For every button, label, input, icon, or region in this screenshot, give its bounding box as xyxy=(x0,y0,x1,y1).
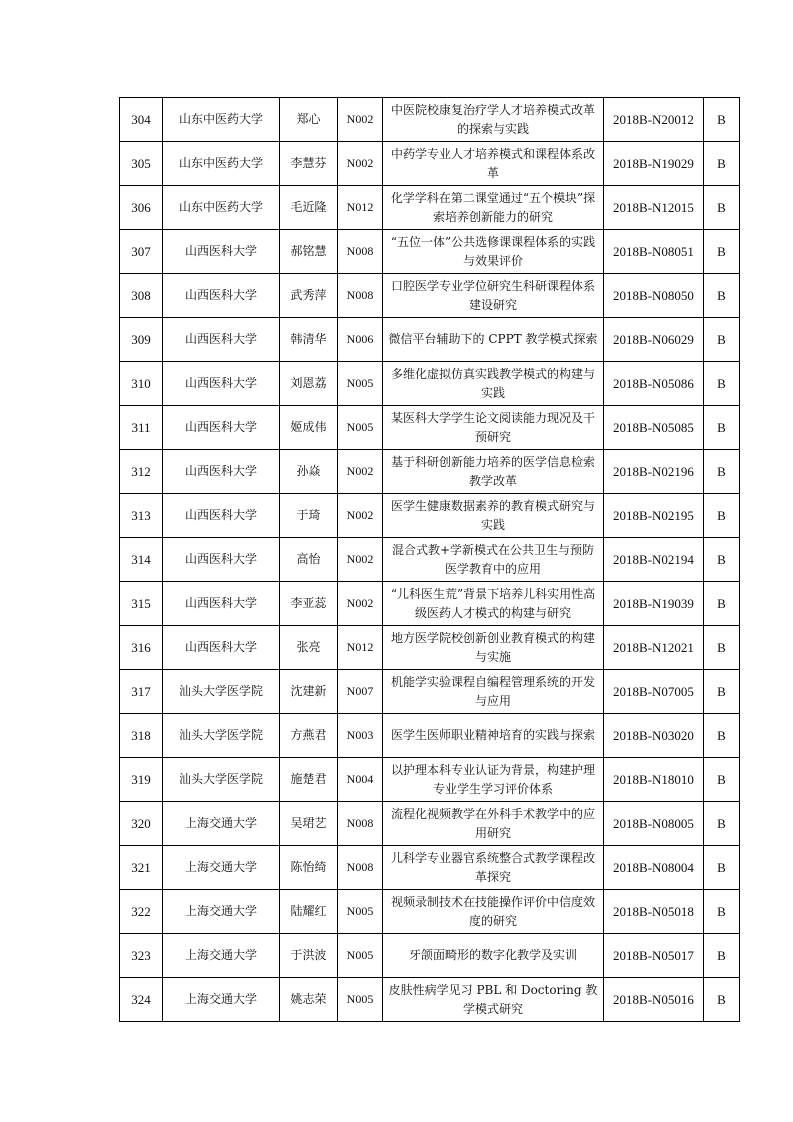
person-cell: 姚志荣 xyxy=(280,978,338,1022)
person-cell: 施楚君 xyxy=(280,758,338,802)
school-cell: 山西医科大学 xyxy=(163,318,280,362)
school-cell: 上海交通大学 xyxy=(163,802,280,846)
project-title-cell: 视频录制技术在技能操作评价中信度效度的研究 xyxy=(383,890,604,934)
school-cell: 汕头大学医学院 xyxy=(163,670,280,714)
grade-cell: B xyxy=(704,802,740,846)
person-cell: 陈怡绮 xyxy=(280,846,338,890)
project-table xyxy=(119,97,740,1022)
row-number-cell: 308 xyxy=(120,274,163,318)
project-id-cell: 2018B-N18010 xyxy=(604,758,704,802)
project-title-cell: 混合式教+学新模式在公共卫生与预防医学教育中的应用 xyxy=(383,538,604,582)
school-cell: 山西医科大学 xyxy=(163,450,280,494)
table-row xyxy=(120,802,740,846)
row-number-cell: 324 xyxy=(120,978,163,1022)
project-id-cell: 2018B-N19039 xyxy=(604,582,704,626)
grade-cell: B xyxy=(704,362,740,406)
row-number-cell: 309 xyxy=(120,318,163,362)
row-number-cell: 314 xyxy=(120,538,163,582)
grade-cell: B xyxy=(704,582,740,626)
table-row xyxy=(120,494,740,538)
project-title-cell: 以护理本科专业认证为背景，构建护理专业学生学习评价体系 xyxy=(383,758,604,802)
table-row xyxy=(120,934,740,978)
school-cell: 山西医科大学 xyxy=(163,362,280,406)
grade-cell: B xyxy=(704,758,740,802)
person-cell: 于琦 xyxy=(280,494,338,538)
school-cell: 上海交通大学 xyxy=(163,846,280,890)
project-id-cell: 2018B-N02196 xyxy=(604,450,704,494)
table-row xyxy=(120,758,740,802)
table-row xyxy=(120,582,740,626)
person-cell: 郑心 xyxy=(280,98,338,142)
school-cell: 山西医科大学 xyxy=(163,230,280,274)
project-id-cell: 2018B-N05085 xyxy=(604,406,704,450)
grade-cell: B xyxy=(704,978,740,1022)
project-id-cell: 2018B-N02194 xyxy=(604,538,704,582)
table-row xyxy=(120,274,740,318)
category-code-cell: N005 xyxy=(338,890,383,934)
category-code-cell: N005 xyxy=(338,406,383,450)
grade-cell: B xyxy=(704,450,740,494)
person-cell: 沈建新 xyxy=(280,670,338,714)
project-title-cell: 地方医学院校创新创业教育模式的构建与实施 xyxy=(383,626,604,670)
row-number-cell: 319 xyxy=(120,758,163,802)
category-code-cell: N008 xyxy=(338,846,383,890)
project-title-cell: 中药学专业人才培养模式和课程体系改革 xyxy=(383,142,604,186)
project-id-cell: 2018B-N05086 xyxy=(604,362,704,406)
table-row xyxy=(120,362,740,406)
project-title-cell: 口腔医学专业学位研究生科研课程体系建设研究 xyxy=(383,274,604,318)
category-code-cell: N002 xyxy=(338,582,383,626)
table-row xyxy=(120,670,740,714)
row-number-cell: 318 xyxy=(120,714,163,758)
project-id-cell: 2018B-N03020 xyxy=(604,714,704,758)
school-cell: 山东中医药大学 xyxy=(163,98,280,142)
row-number-cell: 321 xyxy=(120,846,163,890)
person-cell: 于洪波 xyxy=(280,934,338,978)
category-code-cell: N005 xyxy=(338,978,383,1022)
project-title-cell: “儿科医生荒”背景下培养儿科实用性高级医药人才模式的构建与研究 xyxy=(383,582,604,626)
row-number-cell: 322 xyxy=(120,890,163,934)
person-cell: 孙焱 xyxy=(280,450,338,494)
table-row xyxy=(120,406,740,450)
grade-cell: B xyxy=(704,934,740,978)
person-cell: 李慧芬 xyxy=(280,142,338,186)
grade-cell: B xyxy=(704,98,740,142)
project-id-cell: 2018B-N05017 xyxy=(604,934,704,978)
grade-cell: B xyxy=(704,670,740,714)
category-code-cell: N012 xyxy=(338,186,383,230)
category-code-cell: N008 xyxy=(338,230,383,274)
project-title-cell: 多维化虚拟仿真实践教学模式的构建与实践 xyxy=(383,362,604,406)
row-number-cell: 307 xyxy=(120,230,163,274)
grade-cell: B xyxy=(704,186,740,230)
project-id-cell: 2018B-N07005 xyxy=(604,670,704,714)
project-title-cell: 中医院校康复治疗学人才培养模式改革的探索与实践 xyxy=(383,98,604,142)
category-code-cell: N002 xyxy=(338,538,383,582)
school-cell: 山西医科大学 xyxy=(163,494,280,538)
table-row xyxy=(120,846,740,890)
table-row xyxy=(120,142,740,186)
person-cell: 高怡 xyxy=(280,538,338,582)
grade-cell: B xyxy=(704,142,740,186)
grade-cell: B xyxy=(704,714,740,758)
school-cell: 上海交通大学 xyxy=(163,890,280,934)
project-title-cell: 基于科研创新能力培养的医学信息检索教学改革 xyxy=(383,450,604,494)
table-row xyxy=(120,186,740,230)
project-id-cell: 2018B-N05018 xyxy=(604,890,704,934)
table-row xyxy=(120,318,740,362)
project-title-cell: 微信平台辅助下的 CPPT 教学模式探索 xyxy=(383,318,604,362)
row-number-cell: 306 xyxy=(120,186,163,230)
project-id-cell: 2018B-N02195 xyxy=(604,494,704,538)
person-cell: 李亚蕊 xyxy=(280,582,338,626)
project-title-cell: 皮肤性病学见习 PBL 和 Doctoring 教学模式研究 xyxy=(383,978,604,1022)
row-number-cell: 305 xyxy=(120,142,163,186)
row-number-cell: 320 xyxy=(120,802,163,846)
project-id-cell: 2018B-N12021 xyxy=(604,626,704,670)
person-cell: 姬成伟 xyxy=(280,406,338,450)
school-cell: 汕头大学医学院 xyxy=(163,714,280,758)
row-number-cell: 323 xyxy=(120,934,163,978)
table-row xyxy=(120,98,740,142)
category-code-cell: N002 xyxy=(338,450,383,494)
category-code-cell: N002 xyxy=(338,98,383,142)
category-code-cell: N008 xyxy=(338,802,383,846)
school-cell: 汕头大学医学院 xyxy=(163,758,280,802)
grade-cell: B xyxy=(704,406,740,450)
person-cell: 刘恩荔 xyxy=(280,362,338,406)
project-id-cell: 2018B-N12015 xyxy=(604,186,704,230)
project-id-cell: 2018B-N08005 xyxy=(604,802,704,846)
table-row xyxy=(120,230,740,274)
category-code-cell: N002 xyxy=(338,142,383,186)
project-title-cell: 医学生健康数据素养的教育模式研究与实践 xyxy=(383,494,604,538)
category-code-cell: N005 xyxy=(338,362,383,406)
category-code-cell: N006 xyxy=(338,318,383,362)
person-cell: 方燕君 xyxy=(280,714,338,758)
project-id-cell: 2018B-N06029 xyxy=(604,318,704,362)
project-table-body xyxy=(120,98,740,1022)
row-number-cell: 317 xyxy=(120,670,163,714)
project-title-cell: “五位一体”公共选修课课程体系的实践与效果评价 xyxy=(383,230,604,274)
project-title-cell: 机能学实验课程自编程管理系统的开发与应用 xyxy=(383,670,604,714)
person-cell: 陆耀红 xyxy=(280,890,338,934)
grade-cell: B xyxy=(704,494,740,538)
school-cell: 山西医科大学 xyxy=(163,626,280,670)
school-cell: 山西医科大学 xyxy=(163,538,280,582)
person-cell: 吴珺艺 xyxy=(280,802,338,846)
category-code-cell: N012 xyxy=(338,626,383,670)
grade-cell: B xyxy=(704,318,740,362)
row-number-cell: 304 xyxy=(120,98,163,142)
category-code-cell: N003 xyxy=(338,714,383,758)
row-number-cell: 311 xyxy=(120,406,163,450)
grade-cell: B xyxy=(704,626,740,670)
category-code-cell: N004 xyxy=(338,758,383,802)
project-title-cell: 牙颌面畸形的数字化教学及实训 xyxy=(383,934,604,978)
row-number-cell: 312 xyxy=(120,450,163,494)
school-cell: 山西医科大学 xyxy=(163,582,280,626)
project-id-cell: 2018B-N08051 xyxy=(604,230,704,274)
school-cell: 山西医科大学 xyxy=(163,274,280,318)
person-cell: 武秀萍 xyxy=(280,274,338,318)
category-code-cell: N007 xyxy=(338,670,383,714)
row-number-cell: 313 xyxy=(120,494,163,538)
project-id-cell: 2018B-N20012 xyxy=(604,98,704,142)
school-cell: 上海交通大学 xyxy=(163,934,280,978)
person-cell: 毛近隆 xyxy=(280,186,338,230)
person-cell: 郝铭慧 xyxy=(280,230,338,274)
school-cell: 山东中医药大学 xyxy=(163,142,280,186)
grade-cell: B xyxy=(704,846,740,890)
grade-cell: B xyxy=(704,538,740,582)
project-title-cell: 儿科学专业器官系统整合式教学课程改革探究 xyxy=(383,846,604,890)
school-cell: 山西医科大学 xyxy=(163,406,280,450)
table-row xyxy=(120,714,740,758)
grade-cell: B xyxy=(704,230,740,274)
grade-cell: B xyxy=(704,890,740,934)
category-code-cell: N002 xyxy=(338,494,383,538)
project-id-cell: 2018B-N08050 xyxy=(604,274,704,318)
school-cell: 山东中医药大学 xyxy=(163,186,280,230)
project-id-cell: 2018B-N08004 xyxy=(604,846,704,890)
row-number-cell: 315 xyxy=(120,582,163,626)
table-row xyxy=(120,890,740,934)
grade-cell: B xyxy=(704,274,740,318)
school-cell: 上海交通大学 xyxy=(163,978,280,1022)
table-row xyxy=(120,626,740,670)
project-id-cell: 2018B-N05016 xyxy=(604,978,704,1022)
project-title-cell: 化学学科在第二课堂通过“五个模块”探索培养创新能力的研究 xyxy=(383,186,604,230)
project-id-cell: 2018B-N19029 xyxy=(604,142,704,186)
table-row xyxy=(120,450,740,494)
category-code-cell: N008 xyxy=(338,274,383,318)
person-cell: 韩清华 xyxy=(280,318,338,362)
project-title-cell: 流程化视频教学在外科手术教学中的应用研究 xyxy=(383,802,604,846)
person-cell: 张亮 xyxy=(280,626,338,670)
table-row xyxy=(120,978,740,1022)
category-code-cell: N005 xyxy=(338,934,383,978)
row-number-cell: 316 xyxy=(120,626,163,670)
project-title-cell: 医学生医师职业精神培育的实践与探索 xyxy=(383,714,604,758)
row-number-cell: 310 xyxy=(120,362,163,406)
table-row xyxy=(120,538,740,582)
project-title-cell: 某医科大学学生论文阅读能力现况及干预研究 xyxy=(383,406,604,450)
